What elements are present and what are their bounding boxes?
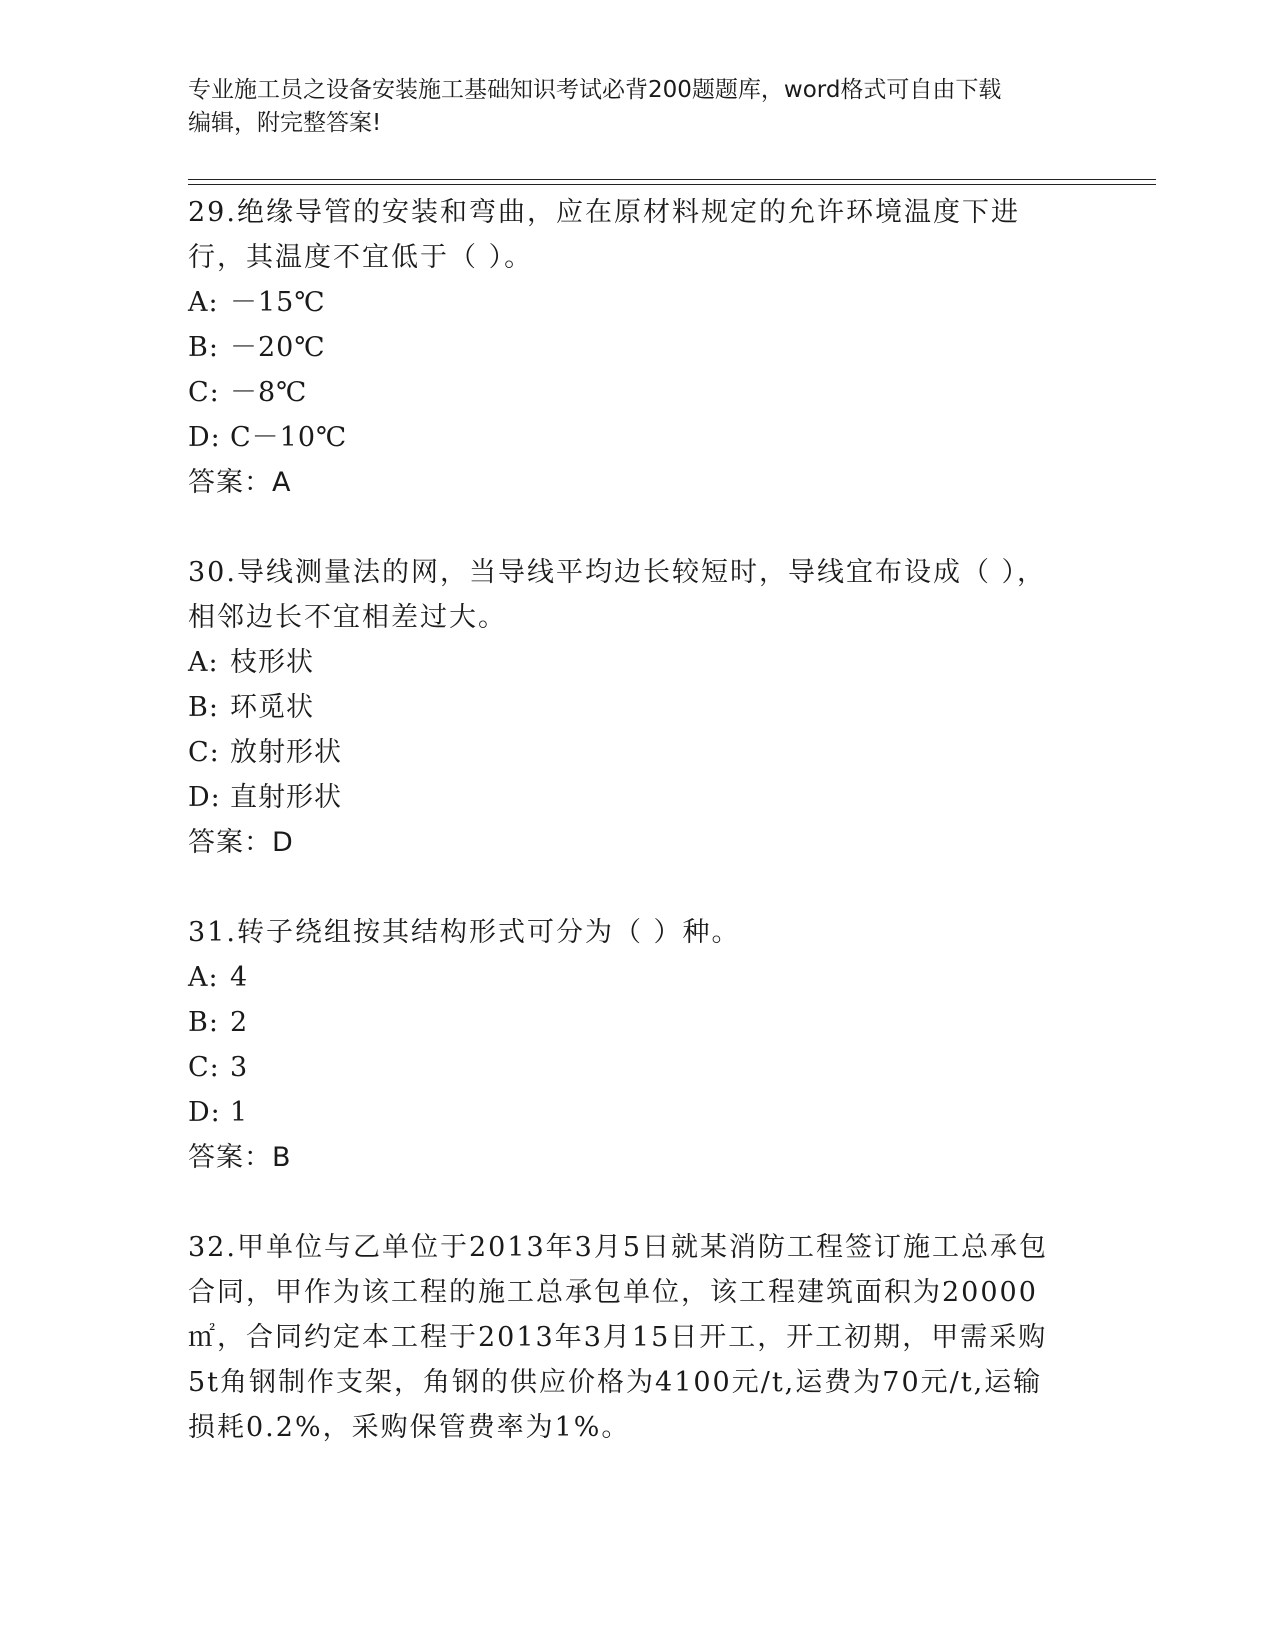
option-b bbox=[188, 685, 1156, 730]
option-key: C: bbox=[188, 1052, 220, 1083]
option-a bbox=[188, 280, 1156, 325]
question-stem: 29.绝缘导管的安装和弯曲，应在原材料规定的允许环境温度下进行，其温度不宜低于（ ）。 bbox=[188, 197, 1020, 273]
option-key: B: bbox=[188, 1007, 219, 1038]
option-b bbox=[188, 325, 1156, 370]
option-key: A: bbox=[188, 962, 219, 993]
option-text: 直射形状 bbox=[230, 782, 342, 813]
option-key: C: bbox=[188, 737, 220, 768]
question-30 bbox=[188, 550, 1156, 865]
option-key: D: bbox=[188, 1097, 221, 1128]
option-key: C: bbox=[188, 377, 220, 408]
header-line-2: 编辑，附完整答案! bbox=[188, 110, 382, 136]
option-d bbox=[188, 415, 1156, 460]
question-stem: 31.转子绕组按其结构形式可分为（ ）种。 bbox=[188, 917, 741, 948]
header-rule-top bbox=[188, 179, 1156, 180]
question-stem: 32.甲单位与乙单位于2013年3月5日就某消防工程签订施工总承包合同，甲作为该工程的施工总承包单位，该工程建筑面积为20000㎡，合同约定本工程于2013年3月15日开工，开工初期，甲需采购5t角钢制作支架，角钢的供应价格为4100元/t,运费为70元/t,运输损耗0.2%，采购保管费率为1%。 bbox=[188, 1232, 1049, 1443]
option-key: D: bbox=[188, 422, 221, 453]
option-text: －20℃ bbox=[230, 332, 326, 363]
option-text: 枝形状 bbox=[230, 647, 314, 678]
question-31 bbox=[188, 910, 1156, 1180]
option-c bbox=[188, 730, 1156, 775]
answer-label: 答案：D bbox=[188, 827, 294, 858]
header-line-1: 专业施工员之设备安装施工基础知识考试必背200题题库，word格式可自由下载 bbox=[188, 77, 1002, 103]
option-text: 2 bbox=[230, 1007, 249, 1038]
option-key: D: bbox=[188, 782, 221, 813]
header-rule-bottom bbox=[188, 184, 1156, 185]
option-b bbox=[188, 1000, 1156, 1045]
question-29 bbox=[188, 190, 1156, 505]
option-text: －8℃ bbox=[230, 377, 308, 408]
option-text: －15℃ bbox=[230, 287, 326, 318]
option-key: B: bbox=[188, 332, 219, 363]
option-text: 放射形状 bbox=[230, 737, 342, 768]
option-c bbox=[188, 1045, 1156, 1090]
option-text: 1 bbox=[230, 1097, 249, 1128]
option-a bbox=[188, 640, 1156, 685]
option-c bbox=[188, 370, 1156, 415]
question-list bbox=[188, 190, 1156, 1495]
option-text: 3 bbox=[230, 1052, 249, 1083]
option-key: A: bbox=[188, 287, 219, 318]
answer-label: 答案：B bbox=[188, 1142, 292, 1173]
option-a bbox=[188, 955, 1156, 1000]
question-32 bbox=[188, 1225, 1156, 1450]
option-text: 环觅状 bbox=[230, 692, 314, 723]
option-d bbox=[188, 1090, 1156, 1135]
option-text: 4 bbox=[230, 962, 249, 993]
answer-label: 答案：A bbox=[188, 467, 292, 498]
option-key: B: bbox=[188, 692, 219, 723]
option-text: C－10℃ bbox=[230, 422, 348, 453]
option-d bbox=[188, 775, 1156, 820]
option-key: A: bbox=[188, 647, 219, 678]
document-header bbox=[188, 74, 1088, 140]
question-stem: 30.导线测量法的网，当导线平均边长较短时，导线宜布设成（ ），相邻边长不宜相差过大。 bbox=[188, 557, 1047, 633]
